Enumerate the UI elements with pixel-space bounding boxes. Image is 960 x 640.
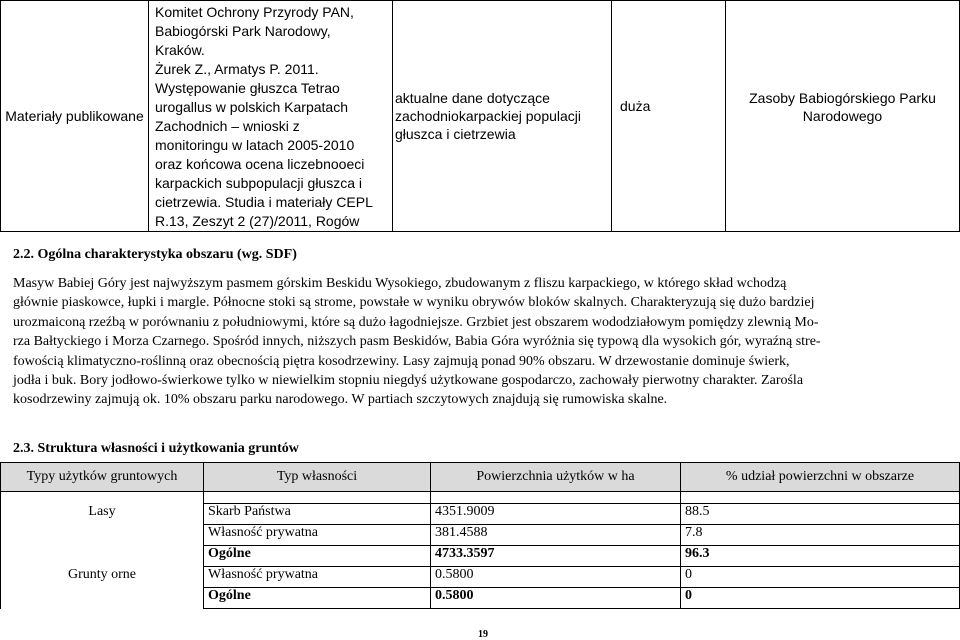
reference-line: Komitet Ochrony Przyrody PAN, [155,4,354,20]
page-number: 19 [478,629,488,640]
ownership-row [1,525,960,546]
section-2-3-heading: 2.3. Struktura własności i użytkowania gruntów [13,441,299,456]
section-2-2-paragraph [13,274,947,410]
land-type-cell [1,525,204,546]
area-cell: 0.5800 [431,567,681,588]
reference-line: Babiogórski Park Narodowy, [155,23,331,39]
reference-line: karpackich subpopulacji głuszca i [155,175,362,191]
reference-line: cietrzewia. Studia i materiały CEPL [155,194,373,210]
ownership-row [1,567,960,588]
ownership-cell: Ogólne [204,588,431,609]
land-type-cell: Lasy [1,504,204,525]
paragraph-line: urozmaiconą rzeźbą w porównaniu z południowymi, które są dużo łagodniejsze. Grzbiet jest obszarem wododziałowym pomiędzy zlewnią Mo- [13,314,819,330]
ownership-header-row [1,463,960,492]
reference-line: R.13, Zeszyt 2 (27)/2011, Rogów [155,213,360,229]
header-land-type: Typy użytków gruntowych [1,463,204,492]
area-cell: 4351.9009 [431,504,681,525]
share-cell: 88.5 [681,504,960,525]
header-area: Powierzchnia użytków w ha [431,463,681,492]
source-data-description: aktualne dane dotyczące zachodniokarpackiej populacji głuszca i cietrzewia [395,90,582,142]
share-cell: 7.8 [681,525,960,546]
reference-line: Zachodnich – wnioski z [155,118,300,134]
land-type-cell: Grunty orne [1,567,204,588]
land-type-cell [1,588,204,609]
sources-row [1,1,960,232]
paragraph-line: jodła i buk. Bory jodłowo-świerkowe tylko w niewielkim stopniu niegdyś użytkowane gospodarczo, zachowały pierwotny charakter. Zarośla [13,373,804,389]
header-ownership: Typ własności [204,463,431,492]
land-type-cell [1,546,204,567]
ownership-row [1,546,960,567]
source-category: Materiały publikowane [1,1,149,232]
area-cell: 4733.3597 [431,546,681,567]
reference-line: Żurek Z., Armatys P. 2011. [155,61,319,77]
reference-line: urogallus w polskich Karpatach [155,99,348,115]
ownership-cell: Ogólne [204,546,431,567]
section-2-2-heading: 2.2. Ogólna charakterystyka obszaru (wg. SDF) [13,247,297,262]
reference-line: Występowanie głuszca Tetrao [155,80,340,96]
source-location: Zasoby Babiogórskiego Parku Narodowego [749,90,936,124]
source-reference [149,1,392,231]
area-cell: 0.5800 [431,588,681,609]
ownership-table [0,462,960,609]
reference-line: Kraków. [155,42,205,58]
area-cell: 381.4588 [431,525,681,546]
source-assessment: duża [620,98,651,114]
ownership-cell: Własność prywatna [204,567,431,588]
paragraph-line: rza Bałtyckiego i Morza Czarnego. Spośród innych, niższych pasm Beskidów, Babia Góra wyróżnia się typową dla wysokich gór, wyraźną stre- [13,334,821,350]
paragraph-line: fowością klimatyczno-roślinną oraz obecnością piętra kosodrzewiny. Lasy zajmują ponad 90% obszaru. W drzewostanie dominuje świerk, [13,353,790,369]
share-cell: 96.3 [681,546,960,567]
paragraph-line: głównie piaskowce, łupki i margle. Północne stoki są strome, powstałe w wyniku obrywów bloków skalnych. Charakteryzują się dużo bardziej [13,295,815,311]
ownership-cell: Własność prywatna [204,525,431,546]
sources-table [0,0,960,232]
ownership-row [1,588,960,609]
paragraph-line: kosodrzewiny zajmują ok. 10% obszaru parku narodowego. W partiach szczytowych znajdują się rumowiska skalne. [13,392,668,408]
header-share: % udział powierzchni w obszarze [681,463,960,492]
reference-line: oraz końcowa ocena liczebnooeci [155,156,365,172]
paragraph-line: Masyw Babiej Góry jest najwyższym pasmem górskim Beskidu Wysokiego, zbudowanym z fliszu karpackiego, w którego skład wchodzą [13,276,787,291]
ownership-row [1,504,960,525]
reference-line: monitoringu w latach 2005-2010 [155,137,355,153]
share-cell: 0 [681,588,960,609]
share-cell: 0 [681,567,960,588]
ownership-cell: Skarb Państwa [204,504,431,525]
